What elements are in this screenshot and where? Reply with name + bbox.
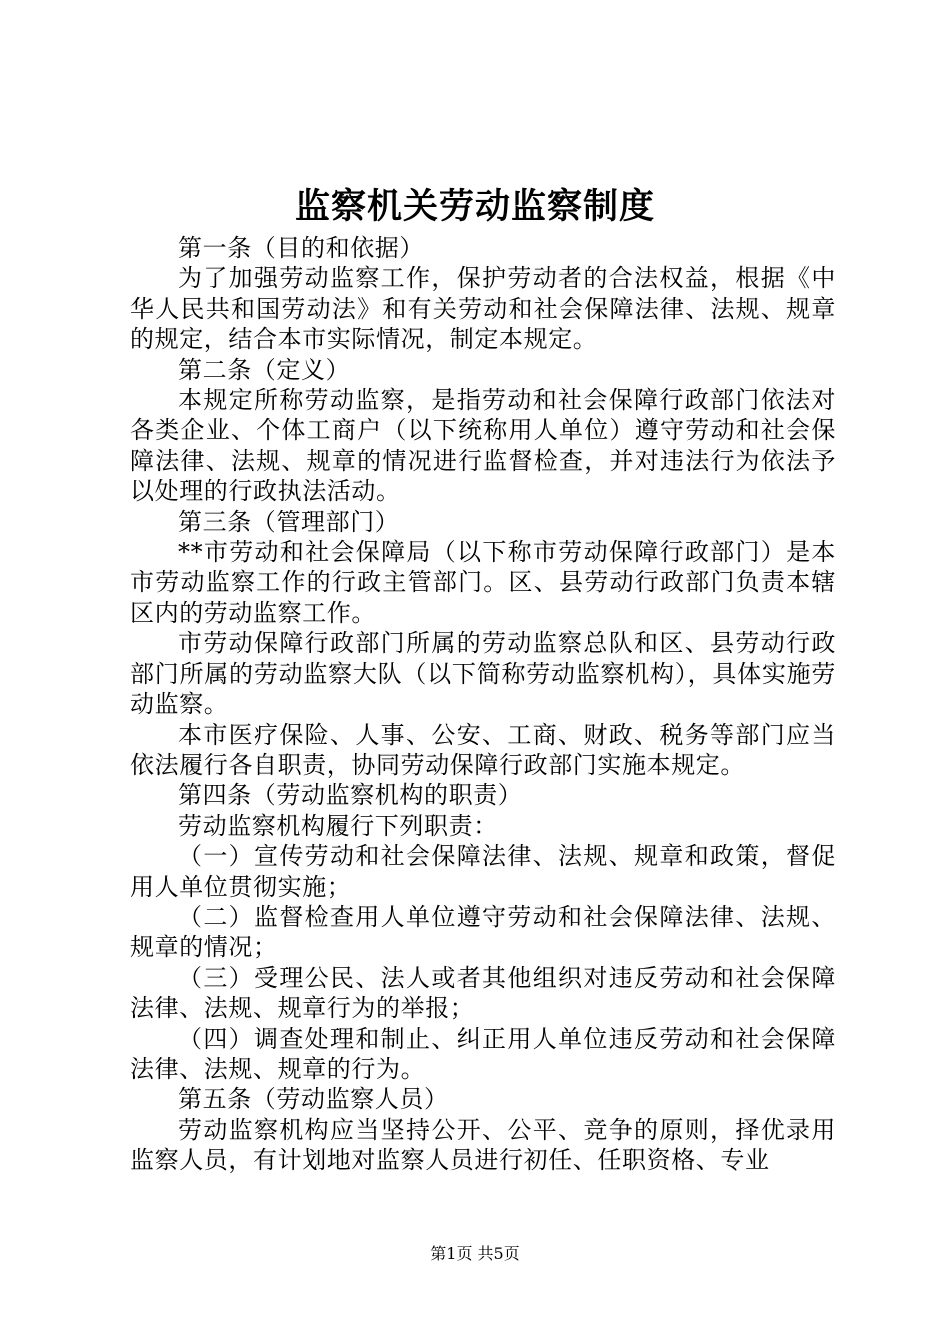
article-heading: 第二条（定义）	[178, 355, 351, 384]
paragraph: 本规定所称劳动监察，是指劳动和社会保障行政部门依法对各类企业、个体工商户（以下统称用人单位）遵守劳动和社会保障法律、法规、规章的情况进行监督检查，并对违法行为依法予以处理的行政执法活动。	[130, 386, 836, 506]
paragraph: 劳动监察机构应当坚持公开、公平、竞争的原则，择优录用监察人员，有计划地对监察人员进行初任、任职资格、专业	[130, 1115, 836, 1175]
paragraph: 劳动监察机构履行下列职责：	[178, 811, 498, 840]
article-heading: 第一条（目的和依据）	[178, 234, 424, 262]
paragraph: 本市医疗保险、人事、公安、工商、财政、税务等部门应当依法履行各自职责，协同劳动保障行政部门实施本规定。	[130, 720, 836, 779]
list-item: （三）受理公民、法人或者其他组织对违反劳动和社会保障法律、法规、规章行为的举报；	[130, 963, 836, 1023]
list-item: （二）监督检查用人单位遵守劳动和社会保障法律、法规、规章的情况；	[130, 902, 836, 962]
article-heading: 第五条（劳动监察人员）	[178, 1085, 449, 1114]
document-title: 监察机关劳动监察制度	[294, 186, 655, 227]
document-body	[130, 233, 836, 1176]
article-heading: 第四条（劳动监察机构的职责）	[178, 781, 523, 810]
paragraph: 市劳动保障行政部门所属的劳动监察总队和区、县劳动行政部门所属的劳动监察大队（以下简称劳动监察机构），具体实施劳动监察。	[130, 629, 836, 719]
paragraph: 为了加强劳动监察工作，保护劳动者的合法权益，根据《中华人民共和国劳动法》和有关劳动和社会保障法律、法规、规章的规定，结合本市实际情况，制定本规定。	[130, 264, 836, 354]
list-item: （一）宣传劳动和社会保障法律、法规、规章和政策，督促用人单位贯彻实施；	[130, 842, 836, 901]
page-footer: 第1页 共5页	[430, 1244, 520, 1263]
list-item: （四）调查处理和制止、纠正用人单位违反劳动和社会保障法律、法规、规章的行为。	[130, 1024, 836, 1083]
paragraph: **市劳动和社会保障局（以下称市劳动保障行政部门）是本市劳动监察工作的行政主管部门。区、县劳动行政部门负责本辖区内的劳动监察工作。	[130, 538, 836, 627]
article-heading: 第三条（管理部门）	[178, 507, 400, 536]
